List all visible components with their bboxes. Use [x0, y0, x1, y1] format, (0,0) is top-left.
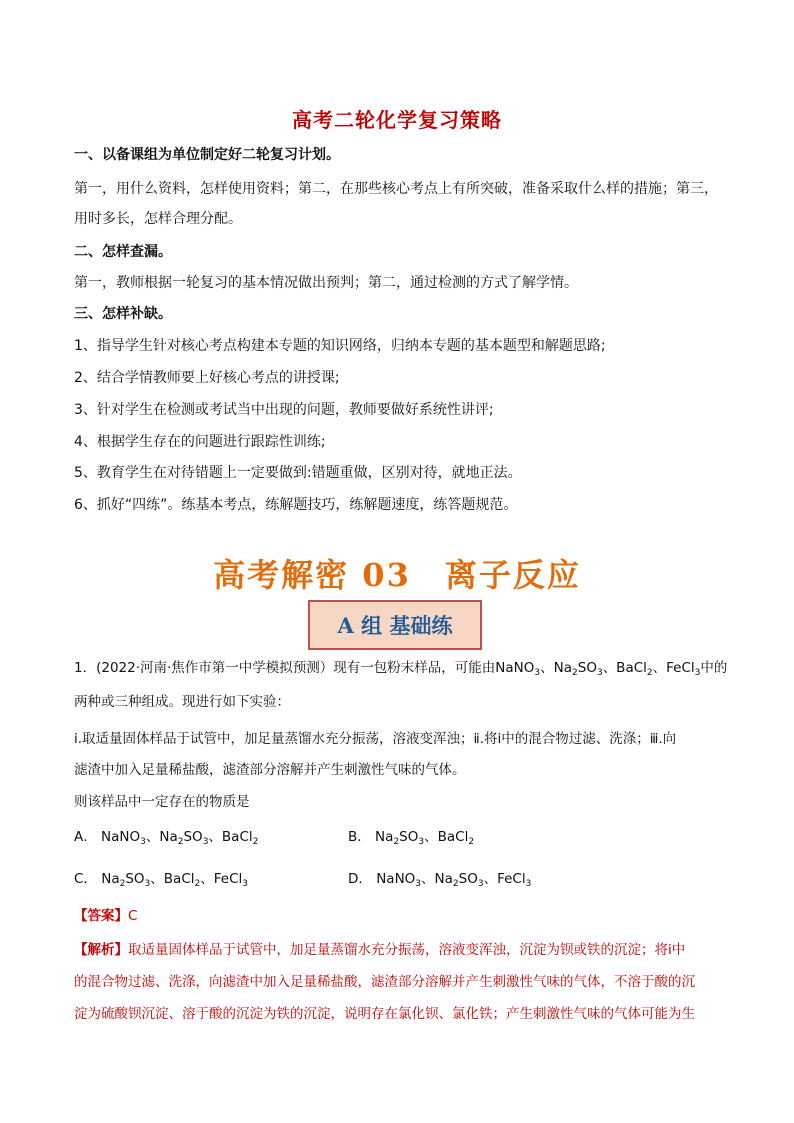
heading-2: 二、怎样查漏。 [74, 244, 172, 260]
option-d[interactable]: D． NaNO$_3$、$Na_2SO_3$、FeCl$_3$ [348, 871, 532, 889]
analysis-tag: 【解析】 [74, 942, 128, 958]
paragraph-1-line-1: 第一，用什么资料，怎样使用资料；第二，在那些核心考点上有所突破，准备采取什么样的措施；第三， [74, 181, 718, 197]
analysis-line-1 [74, 941, 724, 959]
answer-line [74, 907, 724, 925]
option-a-label: A． [74, 829, 97, 845]
paragraph-1-line-2: 用时多长，怎样合理分配。 [74, 211, 242, 227]
list-item: 4、根据学生存在的问题进行跟踪性训练; [74, 434, 326, 450]
experiment-line-2: 滤渣中加入足量稀盐酸，滤渣部分溶解并产生刺激性气味的气体。 [74, 762, 466, 778]
list-item: 2、结合学情教师要上好核心考点的讲授课; [74, 370, 340, 386]
question-stem-suffix: 中的 [700, 660, 728, 676]
group-label: A 组 基础练 [337, 613, 453, 638]
section-title: 高考解密 03 离子反应 [213, 556, 581, 594]
list-item: 5、教育学生在对待错题上一定要做到:错题重做，区别对待，就地正法。 [74, 465, 522, 481]
strategy-title: 高考二轮化学复习策略 [292, 108, 502, 132]
question-ask: 则该样品中一定存在的物质是 [74, 794, 250, 810]
question-stem-prefix: 1．(2022·河南·焦作市第一中学模拟预测）现有一包粉末样品，可能由 [74, 660, 496, 676]
option-c[interactable]: C． $Na_2SO_3$、BaCl$_2$、FeCl$_3$ [74, 871, 248, 889]
analysis-text-1: 取适量固体样品于试管中，加足量蒸馏水充分振荡，溶液变浑浊，沉淀为钡或铁的沉淀；将ⅰ中 [128, 942, 686, 958]
option-c-label: C． [74, 871, 97, 887]
list-item: 1、指导学生针对核心考点构建本专题的知识网络，归纳本专题的基本题型和解题思路; [74, 338, 606, 354]
question-stem-line-1 [74, 659, 728, 678]
heading-3: 三、怎样补缺。 [74, 306, 172, 322]
paragraph-2: 第一，教师根据一轮复习的基本情况做出预判；第二，通过检测的方式了解学情。 [74, 275, 578, 291]
experiment-line-1: ⅰ.取适量固体样品于试管中，加足量蒸馏水充分振荡，溶液变浑浊；ⅱ.将ⅰ中的混合物过滤、洗涤；ⅲ.向 [74, 731, 677, 747]
option-a[interactable]: A． NaNO$_3$、$Na_2SO_3$、BaCl$_2$ [74, 829, 259, 847]
heading-1: 一、以备课组为单位制定好二轮复习计划。 [74, 147, 340, 163]
answer-value: C [128, 908, 138, 924]
question-stem-line-2: 两种或三种组成。现进行如下实验： [74, 694, 290, 710]
option-b-label: B． [348, 829, 371, 845]
compound-list: NaNO$_3$、$Na_2SO_3$、BaCl$_2$、FeCl$_3$ [495, 660, 701, 678]
answer-tag: 【答案】 [74, 908, 128, 924]
list-item: 6、抓好“四练”。练基本考点，练解题技巧，练解题速度，练答题规范。 [74, 497, 518, 513]
option-d-label: D． [348, 871, 372, 887]
option-b[interactable]: B． $Na_2SO_3$、BaCl$_2$ [348, 829, 475, 847]
analysis-line-3: 淀为硫酸钡沉淀、溶于酸的沉淀为铁的沉淀，说明存在氯化钡、氯化铁；产生刺激性气味的气体可能为生 [74, 1006, 695, 1022]
list-item: 3、针对学生在检测或考试当中出现的问题，教师要做好系统性讲评; [74, 402, 494, 418]
analysis-line-2: 的混合物过滤、洗涤，向滤渣中加入足量稀盐酸，滤渣部分溶解并产生刺激性气味的气体，不溶于酸的沉 [74, 974, 695, 990]
group-label-box [308, 600, 482, 650]
